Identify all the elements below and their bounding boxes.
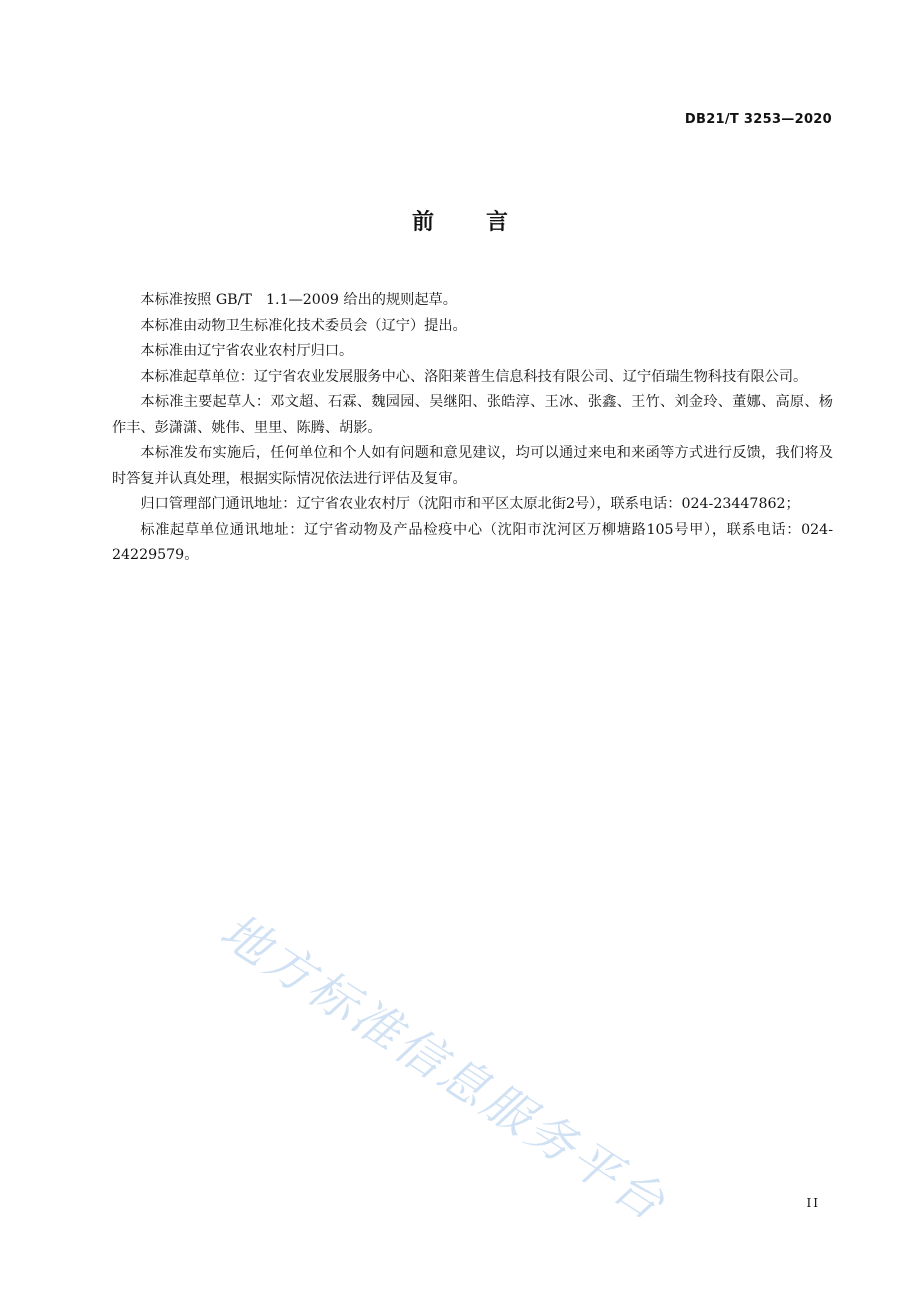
paragraph-drafting-units: 本标准起草单位：辽宁省农业发展服务中心、洛阳莱普生信息科技有限公司、辽宁佰瑞生物科技有限公司。 [140,368,808,385]
paragraph-drafting-rules: 本标准按照 GB/T 1.1—2009 给出的规则起草。 [140,292,457,308]
paragraph-drafter-address: 标准起草单位通讯地址：辽宁省动物及产品检疫中心（沈阳市沈河区万柳塘路105号甲），联系电话：024-24229579。 [112,521,833,563]
page-number: II [806,1196,820,1210]
paragraph-proposer: 本标准由动物卫生标准化技术委员会（辽宁）提出。 [140,317,467,334]
paragraph-main-drafters: 本标准主要起草人：邓文超、石霖、魏园园、吴继阳、张皓淳、王冰、张鑫、王竹、刘金玲、董娜、高原、杨作丰、彭潇潇、姚伟、里里、陈腾、胡影。 [112,394,833,436]
watermark: 地方标准信息服务平台 [210,902,677,1233]
document-code: DB21/T 3253—2020 [684,112,832,127]
paragraph-feedback: 本标准发布实施后，任何单位和个人如有问题和意见建议，均可以通过来电和来函等方式进行反馈，我们将及时答复并认真处理，根据实际情况依法进行评估及复审。 [112,445,833,487]
paragraph-admin-address: 归口管理部门通讯地址：辽宁省农业农村厅（沈阳市和平区太原北街2号），联系电话：024-23447862； [140,496,800,512]
document-body [112,288,833,569]
paragraph-administrator: 本标准由辽宁省农业农村厅归口。 [140,343,354,359]
page-title: 前言 [411,210,560,235]
